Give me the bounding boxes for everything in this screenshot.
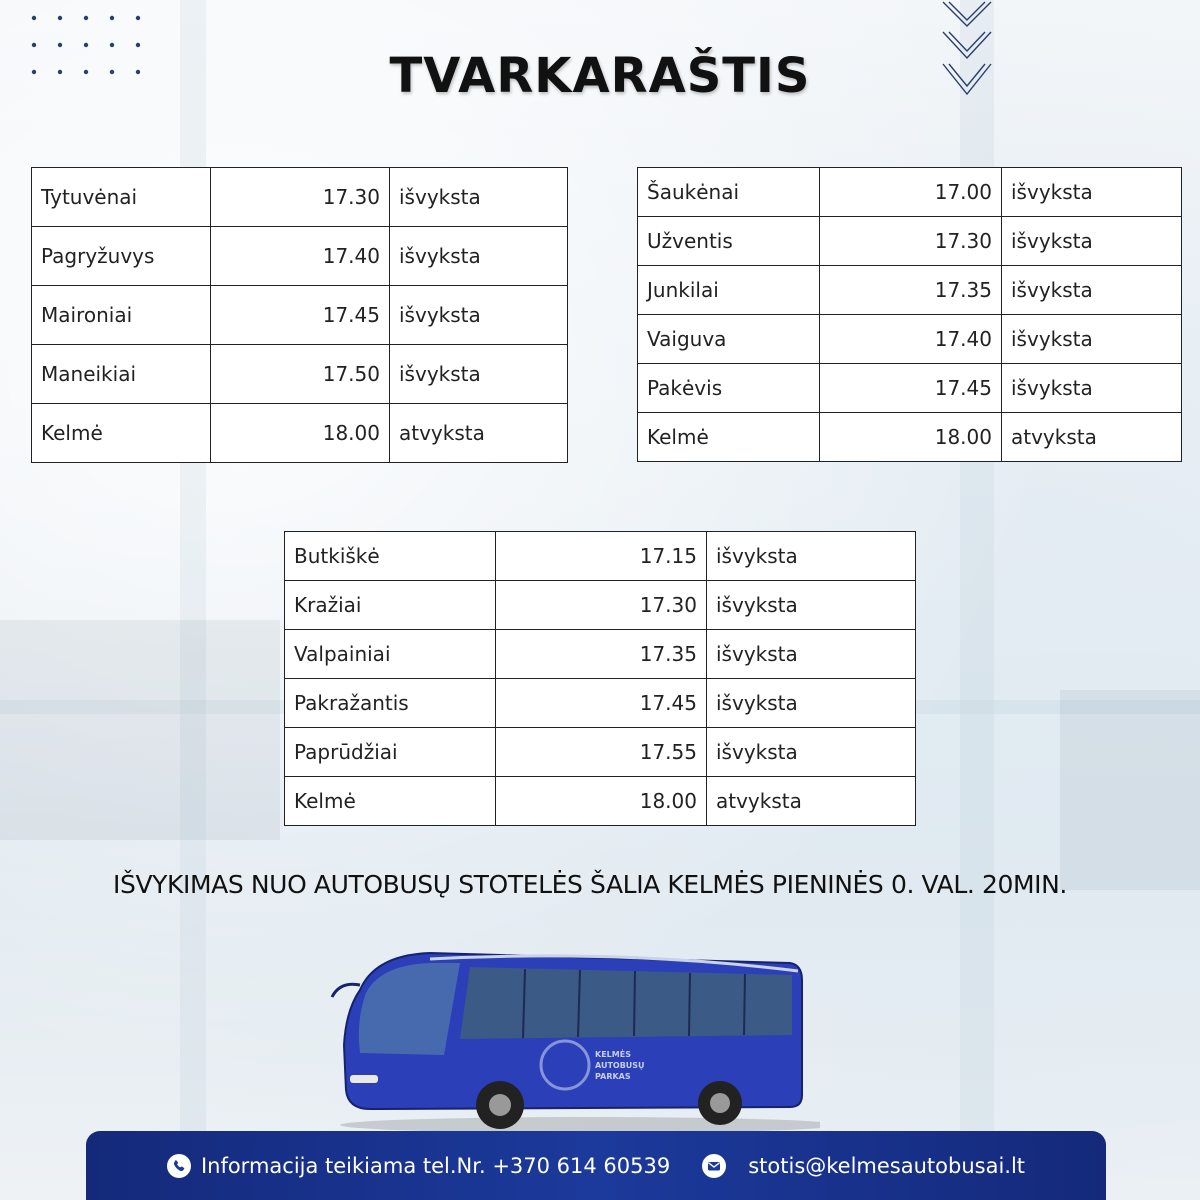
schedule-table-tytuvenai: [31, 167, 568, 463]
status-cell: išvyksta: [707, 532, 916, 581]
time-cell: 17.45: [211, 286, 390, 345]
table-row: [638, 315, 1182, 364]
stop-name-cell: Užventis: [638, 217, 820, 266]
time-cell: 17.35: [820, 266, 1002, 315]
stop-name-cell: Tytuvėnai: [32, 168, 211, 227]
footer-contact-bar: [86, 1131, 1106, 1200]
departure-notice: IŠVYKIMAS NUO AUTOBUSŲ STOTELĖS ŠALIA KELMĖS PIENINĖS 0. VAL. 20MIN.: [113, 870, 1067, 899]
table-row: [638, 217, 1182, 266]
status-cell: išvyksta: [390, 168, 568, 227]
stop-name-cell: Junkilai: [638, 266, 820, 315]
email-link[interactable]: stotis@kelmesautobusai.lt: [748, 1153, 1026, 1178]
phone-info-text: Informacija teikiama tel.Nr. +370 614 60539: [200, 1153, 671, 1178]
time-cell: 17.40: [211, 227, 390, 286]
status-cell: atvyksta: [1002, 413, 1182, 462]
status-cell: išvyksta: [1002, 315, 1182, 364]
stop-name-cell: Maneikiai: [32, 345, 211, 404]
stop-name-cell: Paprūdžiai: [285, 728, 496, 777]
time-cell: 18.00: [820, 413, 1002, 462]
svg-text:AUTOBUSŲ: AUTOBUSŲ: [595, 1061, 645, 1070]
status-cell: išvyksta: [1002, 364, 1182, 413]
time-cell: 17.00: [820, 168, 1002, 217]
table-row: [638, 364, 1182, 413]
table-row: [32, 168, 568, 227]
table-row: [285, 630, 916, 679]
table-row: [638, 266, 1182, 315]
table-row: [32, 286, 568, 345]
time-cell: 17.40: [820, 315, 1002, 364]
stop-name-cell: Pakražantis: [285, 679, 496, 728]
stop-name-cell: Kražiai: [285, 581, 496, 630]
time-cell: 18.00: [211, 404, 390, 463]
table-row: [638, 413, 1182, 462]
status-cell: išvyksta: [390, 286, 568, 345]
email-icon: [702, 1154, 726, 1178]
stop-name-cell: Pakėvis: [638, 364, 820, 413]
stop-name-cell: Maironiai: [32, 286, 211, 345]
time-cell: 17.35: [496, 630, 707, 679]
table-row: [32, 404, 568, 463]
page-title: TVARKARAŠTIS: [389, 48, 811, 104]
table-row: [285, 777, 916, 826]
time-cell: 17.45: [820, 364, 1002, 413]
schedule-table-butkiske: [284, 531, 916, 826]
stop-name-cell: Kelmė: [32, 404, 211, 463]
status-cell: išvyksta: [1002, 168, 1182, 217]
table-row: [285, 728, 916, 777]
stop-name-cell: Pagryžuvys: [32, 227, 211, 286]
stop-name-cell: Butkiškė: [285, 532, 496, 581]
stop-name-cell: Kelmė: [285, 777, 496, 826]
status-cell: atvyksta: [707, 777, 916, 826]
stop-name-cell: Šaukėnai: [638, 168, 820, 217]
status-cell: išvyksta: [390, 227, 568, 286]
svg-text:PARKAS: PARKAS: [595, 1072, 631, 1081]
status-cell: išvyksta: [707, 728, 916, 777]
table-row: [32, 227, 568, 286]
svg-text:KELMĖS: KELMĖS: [595, 1050, 631, 1059]
table-row: [285, 581, 916, 630]
time-cell: 17.50: [211, 345, 390, 404]
phone-icon: [167, 1154, 191, 1178]
status-cell: išvyksta: [1002, 266, 1182, 315]
status-cell: išvyksta: [1002, 217, 1182, 266]
table-row: [32, 345, 568, 404]
status-cell: išvyksta: [707, 679, 916, 728]
stop-name-cell: Valpainiai: [285, 630, 496, 679]
table-row: [285, 532, 916, 581]
stop-name-cell: Vaiguva: [638, 315, 820, 364]
time-cell: 17.30: [820, 217, 1002, 266]
status-cell: išvyksta: [707, 630, 916, 679]
bus-image: [320, 935, 820, 1135]
time-cell: 18.00: [496, 777, 707, 826]
stop-name-cell: Kelmė: [638, 413, 820, 462]
time-cell: 17.30: [496, 581, 707, 630]
table-row: [285, 679, 916, 728]
time-cell: 17.15: [496, 532, 707, 581]
time-cell: 17.45: [496, 679, 707, 728]
status-cell: išvyksta: [390, 345, 568, 404]
time-cell: 17.30: [211, 168, 390, 227]
table-row: [638, 168, 1182, 217]
time-cell: 17.55: [496, 728, 707, 777]
schedule-table-saukenai: [637, 167, 1182, 462]
status-cell: išvyksta: [707, 581, 916, 630]
status-cell: atvyksta: [390, 404, 568, 463]
